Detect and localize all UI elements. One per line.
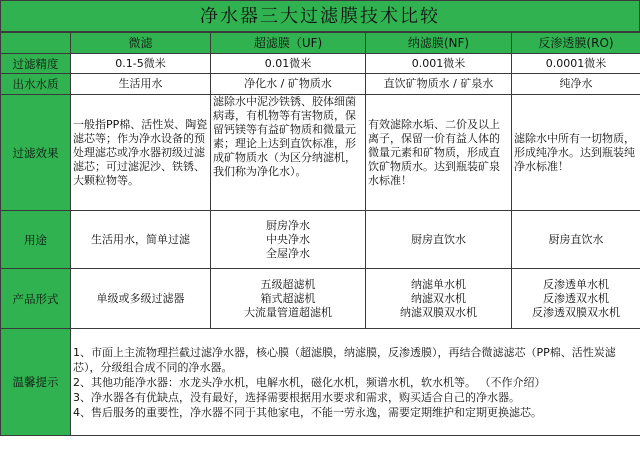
cell-precision-mf: 0.1-5微米 bbox=[71, 54, 211, 74]
list-item: 单级或多级过滤器 bbox=[96, 291, 185, 305]
cell-use-nf bbox=[366, 211, 512, 269]
tip-item: 4、售后服务的重要性，净水器不同于其他家电，不能一劳永逸，需要定期维护和定期更换滤芯。 bbox=[73, 405, 542, 419]
tip-item: 2、其他功能净水器：水龙头净水机，电解水机，磁化水机，频谱水机，软水机等。 （不作介绍） bbox=[73, 375, 546, 389]
row-label-effect: 过滤效果 bbox=[1, 95, 71, 211]
cell-use-ro bbox=[512, 211, 640, 269]
tips-content bbox=[71, 329, 640, 436]
table-row-form bbox=[1, 269, 640, 329]
cell-form-ro bbox=[512, 269, 640, 329]
header-corner bbox=[1, 33, 71, 54]
list-item: 全屋净水 bbox=[266, 246, 310, 260]
cell-quality-mf: 生活用水 bbox=[71, 74, 211, 95]
cell-form-mf bbox=[71, 269, 211, 329]
cell-form-nf bbox=[366, 269, 512, 329]
list-item: 纳滤单水机 bbox=[411, 277, 466, 291]
page-title: 净水器三大过滤膜技术比较 bbox=[0, 0, 640, 32]
cell-use-mf bbox=[71, 211, 211, 269]
table-row-quality bbox=[1, 74, 640, 95]
row-label-use: 用途 bbox=[1, 211, 71, 269]
tip-item: 3、净水器各有优缺点，没有最好，选择需要根据用水要求和需求，购买适合自己的净水器。 bbox=[73, 390, 520, 404]
header-nf: 纳滤膜(NF) bbox=[366, 33, 512, 54]
cell-precision-nf: 0.001微米 bbox=[366, 54, 512, 74]
list-item: 厨房直饮水 bbox=[548, 232, 604, 246]
cell-effect-uf: 滤除水中泥沙铁锈、胶体细菌病毒，有机物等有害物质，保留钙镁等有益矿物质和微量元素；理论上达到直饮标准，形成矿物质水（为区分纳滤机，我们称为净化水）。 bbox=[211, 95, 366, 211]
table-header-row bbox=[1, 33, 640, 54]
table-row-tips bbox=[1, 329, 640, 436]
tip-item: 1、市面上主流物理拦截过滤净水器，核心膜（超滤膜，纳滤膜，反渗透膜），再结合微滤滤芯（PP棉、活性炭滤芯），分级组合成不同的净水器。 bbox=[73, 345, 616, 374]
list-item: 五级超滤机 bbox=[260, 277, 316, 291]
list-item: 反渗透双膜双水机 bbox=[532, 305, 620, 319]
table-row-precision bbox=[1, 54, 640, 74]
list-item: 反渗透单水机 bbox=[543, 277, 609, 291]
list-item: 大流量管道超滤机 bbox=[244, 305, 332, 319]
cell-precision-uf: 0.01微米 bbox=[211, 54, 366, 74]
cell-precision-ro: 0.0001微米 bbox=[512, 54, 640, 74]
list-item: 厨房净水 bbox=[266, 218, 310, 232]
list-item: 纳滤双水机 bbox=[411, 291, 466, 305]
table-row-use bbox=[1, 211, 640, 269]
header-uf: 超滤膜（UF) bbox=[211, 33, 366, 54]
cell-form-uf bbox=[211, 269, 366, 329]
row-label-form: 产品形式 bbox=[1, 269, 71, 329]
cell-quality-nf: 直饮矿物质水 / 矿泉水 bbox=[366, 74, 512, 95]
cell-effect-ro: 滤除水中所有一切物质，形成纯净水。达到瓶装纯净水标准！ bbox=[512, 95, 640, 211]
list-item: 中央净水 bbox=[266, 232, 310, 246]
row-label-tips: 温馨提示 bbox=[1, 329, 71, 436]
cell-quality-uf: 净化水 / 矿物质水 bbox=[211, 74, 366, 95]
list-item: 厨房直饮水 bbox=[411, 232, 466, 246]
row-label-quality: 出水水质 bbox=[1, 74, 71, 95]
header-ro: 反渗透膜(RO) bbox=[512, 33, 640, 54]
cell-quality-ro: 纯净水 bbox=[512, 74, 640, 95]
list-item: 纳滤双膜双水机 bbox=[400, 305, 477, 319]
row-label-precision: 过滤精度 bbox=[1, 54, 71, 74]
list-item: 箱式超滤机 bbox=[260, 291, 316, 305]
list-item: 生活用水，简单过滤 bbox=[91, 232, 190, 246]
cell-effect-nf: 有效滤除水垢、二价及以上离子，保留一价有益人体的微量元素和矿物质，形成直饮矿物质水。达到瓶装矿泉水标准！ bbox=[366, 95, 512, 211]
cell-effect-mf: 一般指PP棉、活性炭、陶瓷滤芯等；作为净水设备的预处理滤芯或净水器初级过滤滤芯；可过滤泥沙、铁锈、大颗粒物等。 bbox=[71, 95, 211, 211]
list-item: 反渗透双水机 bbox=[543, 291, 609, 305]
header-microfiltration: 微滤 bbox=[71, 33, 211, 54]
comparison-table bbox=[0, 32, 640, 436]
cell-use-uf bbox=[211, 211, 366, 269]
table-row-effect bbox=[1, 95, 640, 211]
